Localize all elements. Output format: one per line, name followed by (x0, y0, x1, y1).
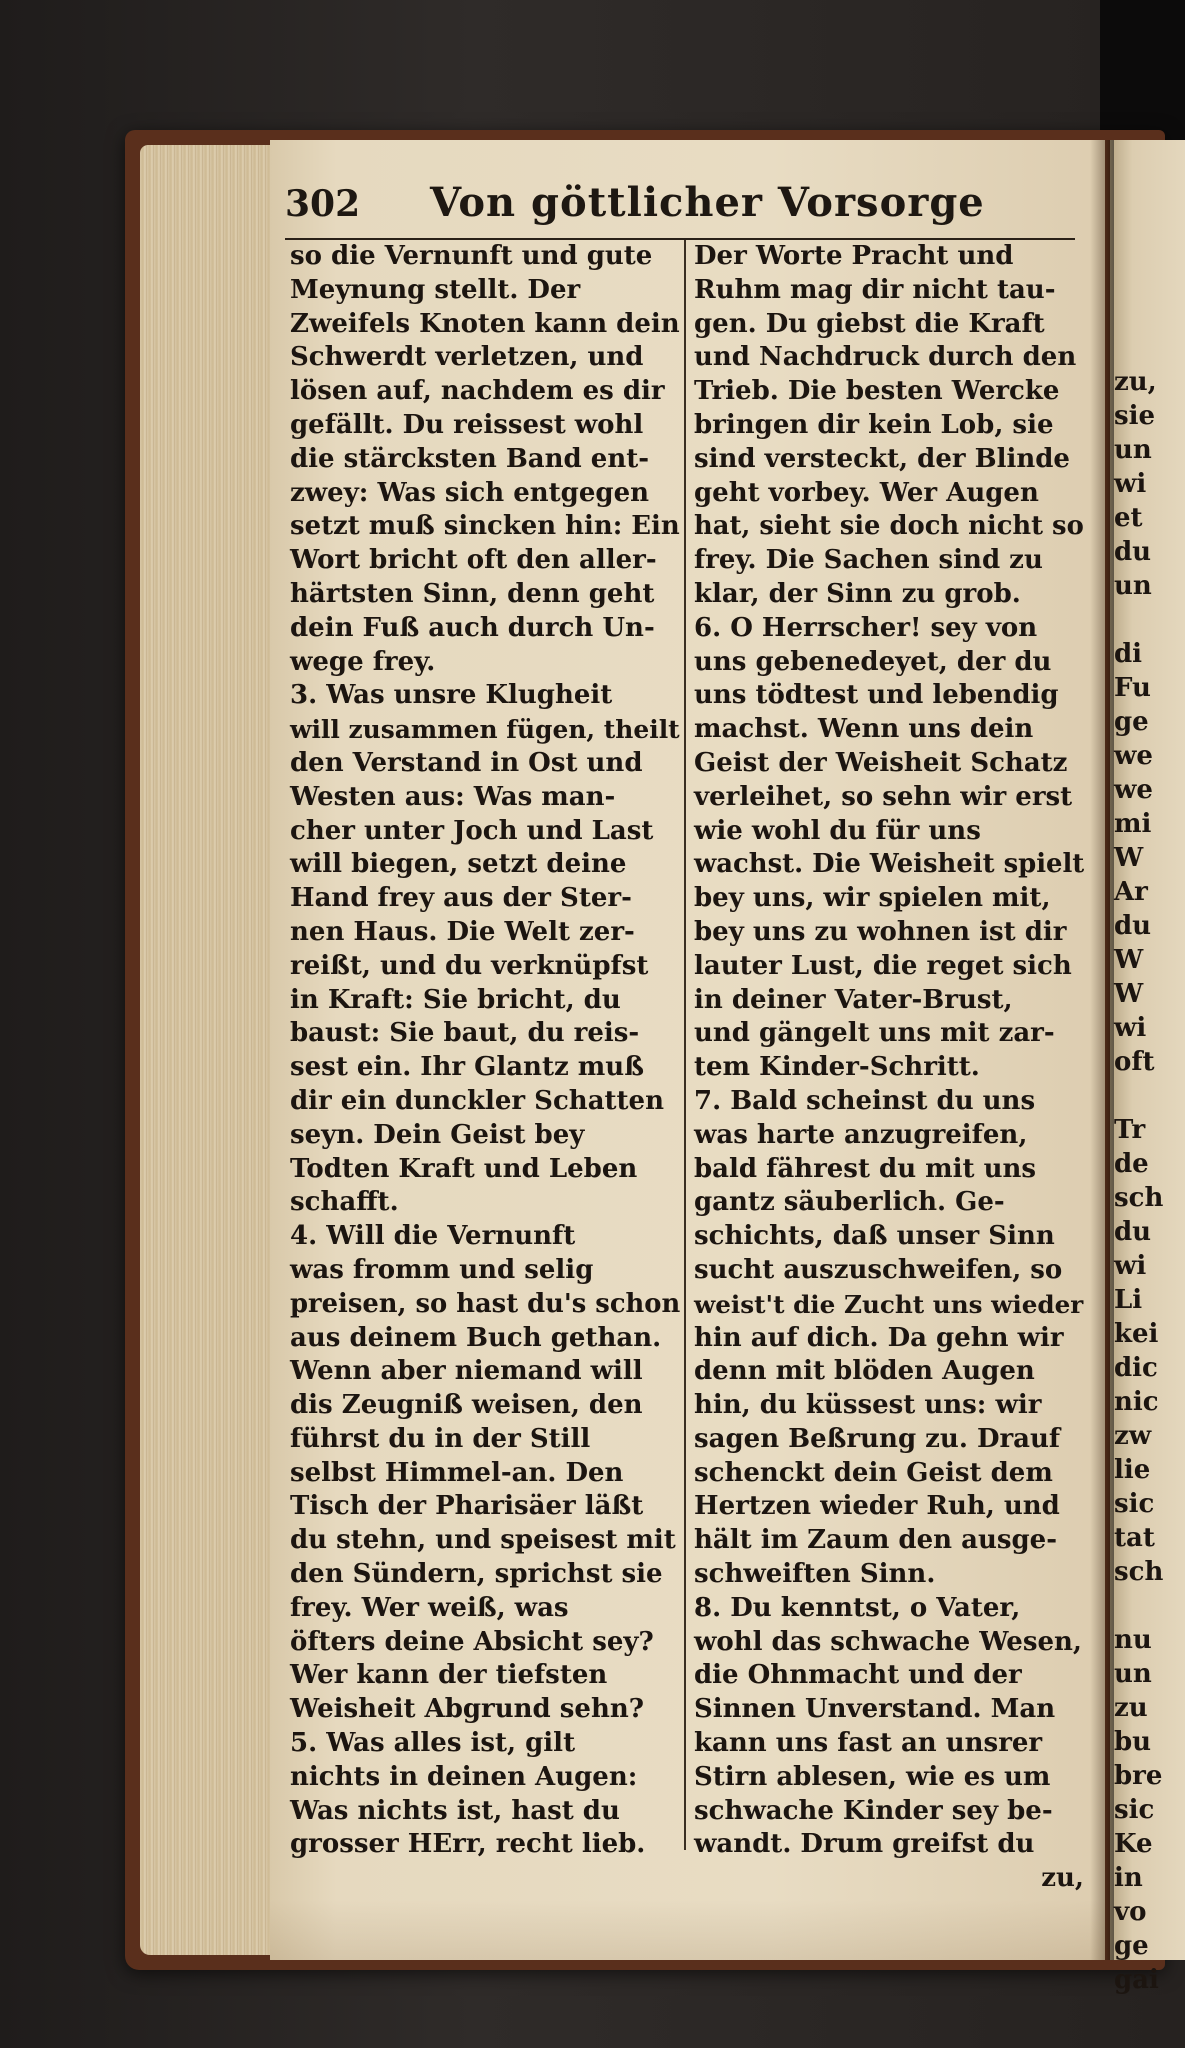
left-column-line: grosser HErr, recht lieb. (290, 1829, 646, 1860)
left-column-line: setzt muß sincken hin: Ein (290, 511, 680, 542)
facing-page-fragment: W (1114, 945, 1144, 975)
right-column-line: bey uns zu wohnen ist dir (694, 916, 1067, 947)
facing-page-fragment: sch (1114, 1557, 1164, 1587)
facing-page (1110, 140, 1185, 1995)
catchword: zu, (1041, 1863, 1084, 1894)
facing-page-fragment (1114, 1079, 1184, 1113)
facing-page-fragment: ge (1114, 1931, 1149, 1961)
facing-page-fragment (1114, 1589, 1184, 1623)
facing-page-fragment: wi (1114, 1013, 1147, 1043)
right-column-line: geht vorbey. Wer Augen (694, 477, 1039, 508)
right-column-line: und Nachdruck durch den (694, 342, 1077, 373)
left-column-line: zwey: Was sich entgegen (290, 477, 650, 508)
facing-page-fragment: sch (1114, 1183, 1164, 1213)
right-column-line: uns gebenedeyet, der du (694, 646, 1052, 677)
left-column-line: preisen, so hast du's schon (290, 1288, 681, 1319)
page-wear (270, 1900, 1105, 1960)
right-column-line: Sinnen Unverstand. Man (694, 1694, 1056, 1725)
left-column-line: cher unter Joch und Last (290, 815, 654, 846)
left-column-line: den Sündern, sprichst sie (290, 1559, 663, 1590)
facing-page-fragment: de (1114, 1149, 1149, 1179)
facing-page-fragment: Ke (1114, 1829, 1153, 1859)
facing-page-fragment: W (1114, 843, 1144, 873)
right-column-line: tem Kinder-Schritt. (694, 1052, 980, 1083)
left-column-line: Was nichts ist, hast du (290, 1795, 620, 1826)
facing-page-fragment: wi (1114, 1251, 1147, 1281)
right-column-line: sagen Beßrung zu. Drauf (694, 1423, 1061, 1454)
facing-page-fragment: wi (1114, 469, 1147, 499)
facing-page-fragment: un (1114, 1659, 1152, 1689)
left-column-line: den Verstand in Ost und (290, 747, 643, 778)
facing-page-fragment: Fu (1114, 673, 1151, 703)
facing-page-fragment: gai (1114, 1965, 1159, 1995)
facing-page-fragment: zw (1114, 1421, 1152, 1451)
right-column-line: wachst. Die Weisheit spielt (694, 849, 1085, 880)
facing-page-fragment: du (1114, 537, 1152, 567)
right-column-line: gantz säuberlich. Ge- (694, 1187, 1005, 1218)
left-column-line: Wort bricht oft den aller- (290, 545, 657, 576)
page-header (285, 175, 1075, 235)
right-column-line: wie wohl du für uns (694, 815, 981, 846)
left-column-line: die stärcksten Band ent- (290, 443, 650, 474)
right-column-line: sind versteckt, der Blinde (694, 443, 1070, 474)
left-column-line: dein Fuß auch durch Un- (290, 612, 655, 643)
right-column-line: wandt. Drum greifst du (694, 1829, 1035, 1860)
left-column-line: dir ein dunckler Schatten (290, 1085, 665, 1116)
right-column-line: hin auf dich. Da gehn wir (694, 1322, 1064, 1353)
left-column-line: nichts in deinen Augen: (290, 1761, 638, 1792)
left-column-line: in Kraft: Sie bricht, du (290, 984, 621, 1015)
facing-page-fragment: di (1114, 639, 1143, 669)
left-column-line: dis Zeugniß weisen, den (290, 1390, 643, 1421)
right-column-line: gen. Du giebst die Kraft (694, 308, 1045, 339)
facing-page-fragment: we (1114, 775, 1153, 805)
left-column (290, 240, 680, 1860)
right-column-line: bald fährest du mit uns (694, 1153, 1037, 1184)
page-number: 302 (285, 183, 361, 225)
right-column-line: kann uns fast an unsrer (694, 1728, 1043, 1759)
facing-page-fragment: in (1114, 1863, 1143, 1893)
left-column-line: reißt, und du verknüpfst (290, 950, 649, 981)
facing-page-fragment: sic (1114, 1795, 1155, 1825)
left-column-line: sest ein. Ihr Glantz muß (290, 1052, 644, 1083)
right-column-line: hat, sieht sie doch nicht so (694, 511, 1084, 542)
right-column-line: bey uns, wir spielen mit, (694, 883, 1051, 914)
left-column-line: baust: Sie baut, du reis- (290, 1018, 640, 1049)
right-column-line: sucht auszuschweifen, so (694, 1254, 1063, 1285)
facing-page-fragment: sie (1114, 401, 1156, 431)
facing-page-fragment: oft (1114, 1047, 1155, 1077)
right-column-line: bringen dir kein Lob, sie (694, 409, 1054, 440)
facing-page-fragment (1114, 603, 1184, 637)
left-column-line: Wer kann der tiefsten (290, 1660, 608, 1691)
facing-page-fragment: un (1114, 435, 1152, 465)
left-column-line: will biegen, setzt deine (290, 849, 627, 880)
gutter-shadow (1090, 140, 1114, 1960)
facing-page-fragment: du (1114, 1217, 1152, 1247)
left-column-line: härtsten Sinn, denn geht (290, 578, 655, 609)
left-column-line: öfters deine Absicht sey? (290, 1626, 654, 1657)
right-column-line: verleihet, so sehn wir erst (694, 781, 1073, 812)
left-column-line: seyn. Dein Geist bey (290, 1119, 585, 1150)
facing-page-fragment: bre (1114, 1761, 1163, 1791)
right-column-line: schichts, daß unser Sinn (694, 1221, 1055, 1252)
facing-page-text (1114, 365, 1184, 1997)
left-column-line: Weisheit Abgrund sehn? (290, 1694, 645, 1725)
right-column (694, 240, 1085, 1894)
right-column-line: was harte anzugreifen, (694, 1119, 1028, 1150)
left-column-line: Wenn aber niemand will (290, 1356, 643, 1387)
facing-page-fragment: bu (1114, 1727, 1152, 1757)
left-column-line: Schwerdt verletzen, und (290, 342, 644, 373)
left-column-line: frey. Wer weiß, was (290, 1592, 569, 1623)
facing-page-fragment: un (1114, 571, 1152, 601)
left-column-line: Tisch der Pharisäer läßt (290, 1491, 644, 1522)
left-column-line: 5. Was alles ist, gilt (290, 1728, 576, 1759)
right-column-line: wohl das schwache Wesen, (694, 1626, 1082, 1657)
left-column-line: führst du in der Still (290, 1423, 591, 1454)
left-column-line: Meynung stellt. Der (290, 274, 581, 305)
facing-page-fragment: ge (1114, 707, 1149, 737)
right-column-line: klar, der Sinn zu grob. (694, 578, 1021, 609)
right-column-line: schenckt dein Geist dem (694, 1457, 1053, 1488)
right-column-line: Stirn ablesen, wie es um (694, 1761, 1051, 1792)
right-column-line: Hertzen wieder Ruh, und (694, 1491, 1060, 1522)
left-column-line: nen Haus. Die Welt zer- (290, 916, 635, 947)
facing-page-fragment: dic (1114, 1353, 1158, 1383)
left-column-line: Westen aus: Was man- (290, 781, 616, 812)
facing-page-fragment: du (1114, 911, 1152, 941)
left-column-line: selbst Himmel-an. Den (290, 1457, 624, 1488)
facing-page-fragment: tat (1114, 1523, 1155, 1553)
left-column-line: aus deinem Buch gethan. (290, 1322, 662, 1353)
right-column-line: Ruhm mag dir nicht tau- (694, 274, 1056, 305)
left-column-line: Todten Kraft und Leben (290, 1153, 638, 1184)
facing-page-fragment: we (1114, 741, 1153, 771)
left-column-line: wege frey. (290, 646, 436, 677)
right-column-line: 7. Bald scheinst du uns (694, 1085, 1036, 1116)
facing-page-fragment: Li (1114, 1285, 1143, 1315)
right-column-line: lauter Lust, die reget sich (694, 950, 1072, 981)
left-column-line: so die Vernunft und gute (290, 241, 653, 271)
right-column-line: machst. Wenn uns dein (694, 714, 1034, 745)
right-column-line: Geist der Weisheit Schatz (694, 747, 1068, 778)
right-column-line: schweiften Sinn. (694, 1559, 936, 1590)
facing-page-fragment: Ar (1114, 877, 1148, 907)
right-column-line: frey. Die Sachen sind zu (694, 545, 1043, 576)
right-column-line: weist't die Zucht uns wieder (694, 1289, 1084, 1319)
left-column-line: will zusammen fügen, theilt (290, 715, 680, 745)
left-column-line: Hand frey aus der Ster- (290, 883, 632, 914)
right-column-line: die Ohnmacht und der (694, 1660, 1022, 1691)
left-column-line: lösen auf, nachdem es dir (290, 376, 665, 407)
facing-page-fragment: mi (1114, 809, 1152, 839)
facing-page-fragment: Tr (1114, 1115, 1146, 1145)
facing-page-fragment: W (1114, 979, 1144, 1009)
left-column-line: 4. Will die Vernunft (290, 1221, 576, 1252)
facing-page-fragment: sic (1114, 1489, 1155, 1519)
facing-page-fragment: nu (1114, 1625, 1152, 1655)
facing-page-fragment: et (1114, 503, 1143, 533)
running-title: Von göttlicher Vorsorge (430, 179, 985, 226)
facing-page-fragment: nic (1114, 1387, 1159, 1417)
facing-page-fragment: zu (1114, 1693, 1148, 1723)
left-column-line: was fromm und selig (290, 1254, 594, 1285)
left-column-line: Zweifels Knoten kann dein (290, 308, 680, 339)
facing-page-fragment: vo (1114, 1897, 1147, 1927)
column-divider (684, 240, 686, 1850)
left-column-line: schafft. (290, 1187, 399, 1218)
left-column-line: du stehn, und speisest mit (290, 1525, 676, 1556)
right-column-line: schwache Kinder sey be- (694, 1795, 1053, 1826)
right-column-line: in deiner Vater-Brust, (694, 984, 1013, 1015)
right-column-line: hält im Zaum den ausge- (694, 1525, 1057, 1556)
right-column-line: denn mit blöden Augen (694, 1356, 1035, 1387)
facing-page-fragment: zu, (1114, 367, 1157, 397)
background-shadow (1100, 0, 1185, 140)
right-column-line: 8. Du kenntst, o Vater, (694, 1592, 1021, 1623)
right-column-line: Trieb. Die besten Wercke (694, 376, 1060, 407)
facing-page-fragment: lie (1114, 1455, 1151, 1485)
left-column-line: 3. Was unsre Klugheit (290, 680, 613, 711)
right-column-line: uns tödtest und lebendig (694, 680, 1059, 711)
right-column-line: hin, du küssest uns: wir (694, 1390, 1042, 1421)
left-column-line: gefällt. Du reissest wohl (290, 409, 644, 440)
right-column-line: 6. O Herrscher! sey von (694, 612, 1038, 643)
page-edges (140, 145, 280, 1955)
facing-page-fragment: kei (1114, 1319, 1159, 1349)
right-column-line: und gängelt uns mit zar- (694, 1018, 1055, 1049)
right-column-line: Der Worte Pracht und (694, 241, 1014, 271)
